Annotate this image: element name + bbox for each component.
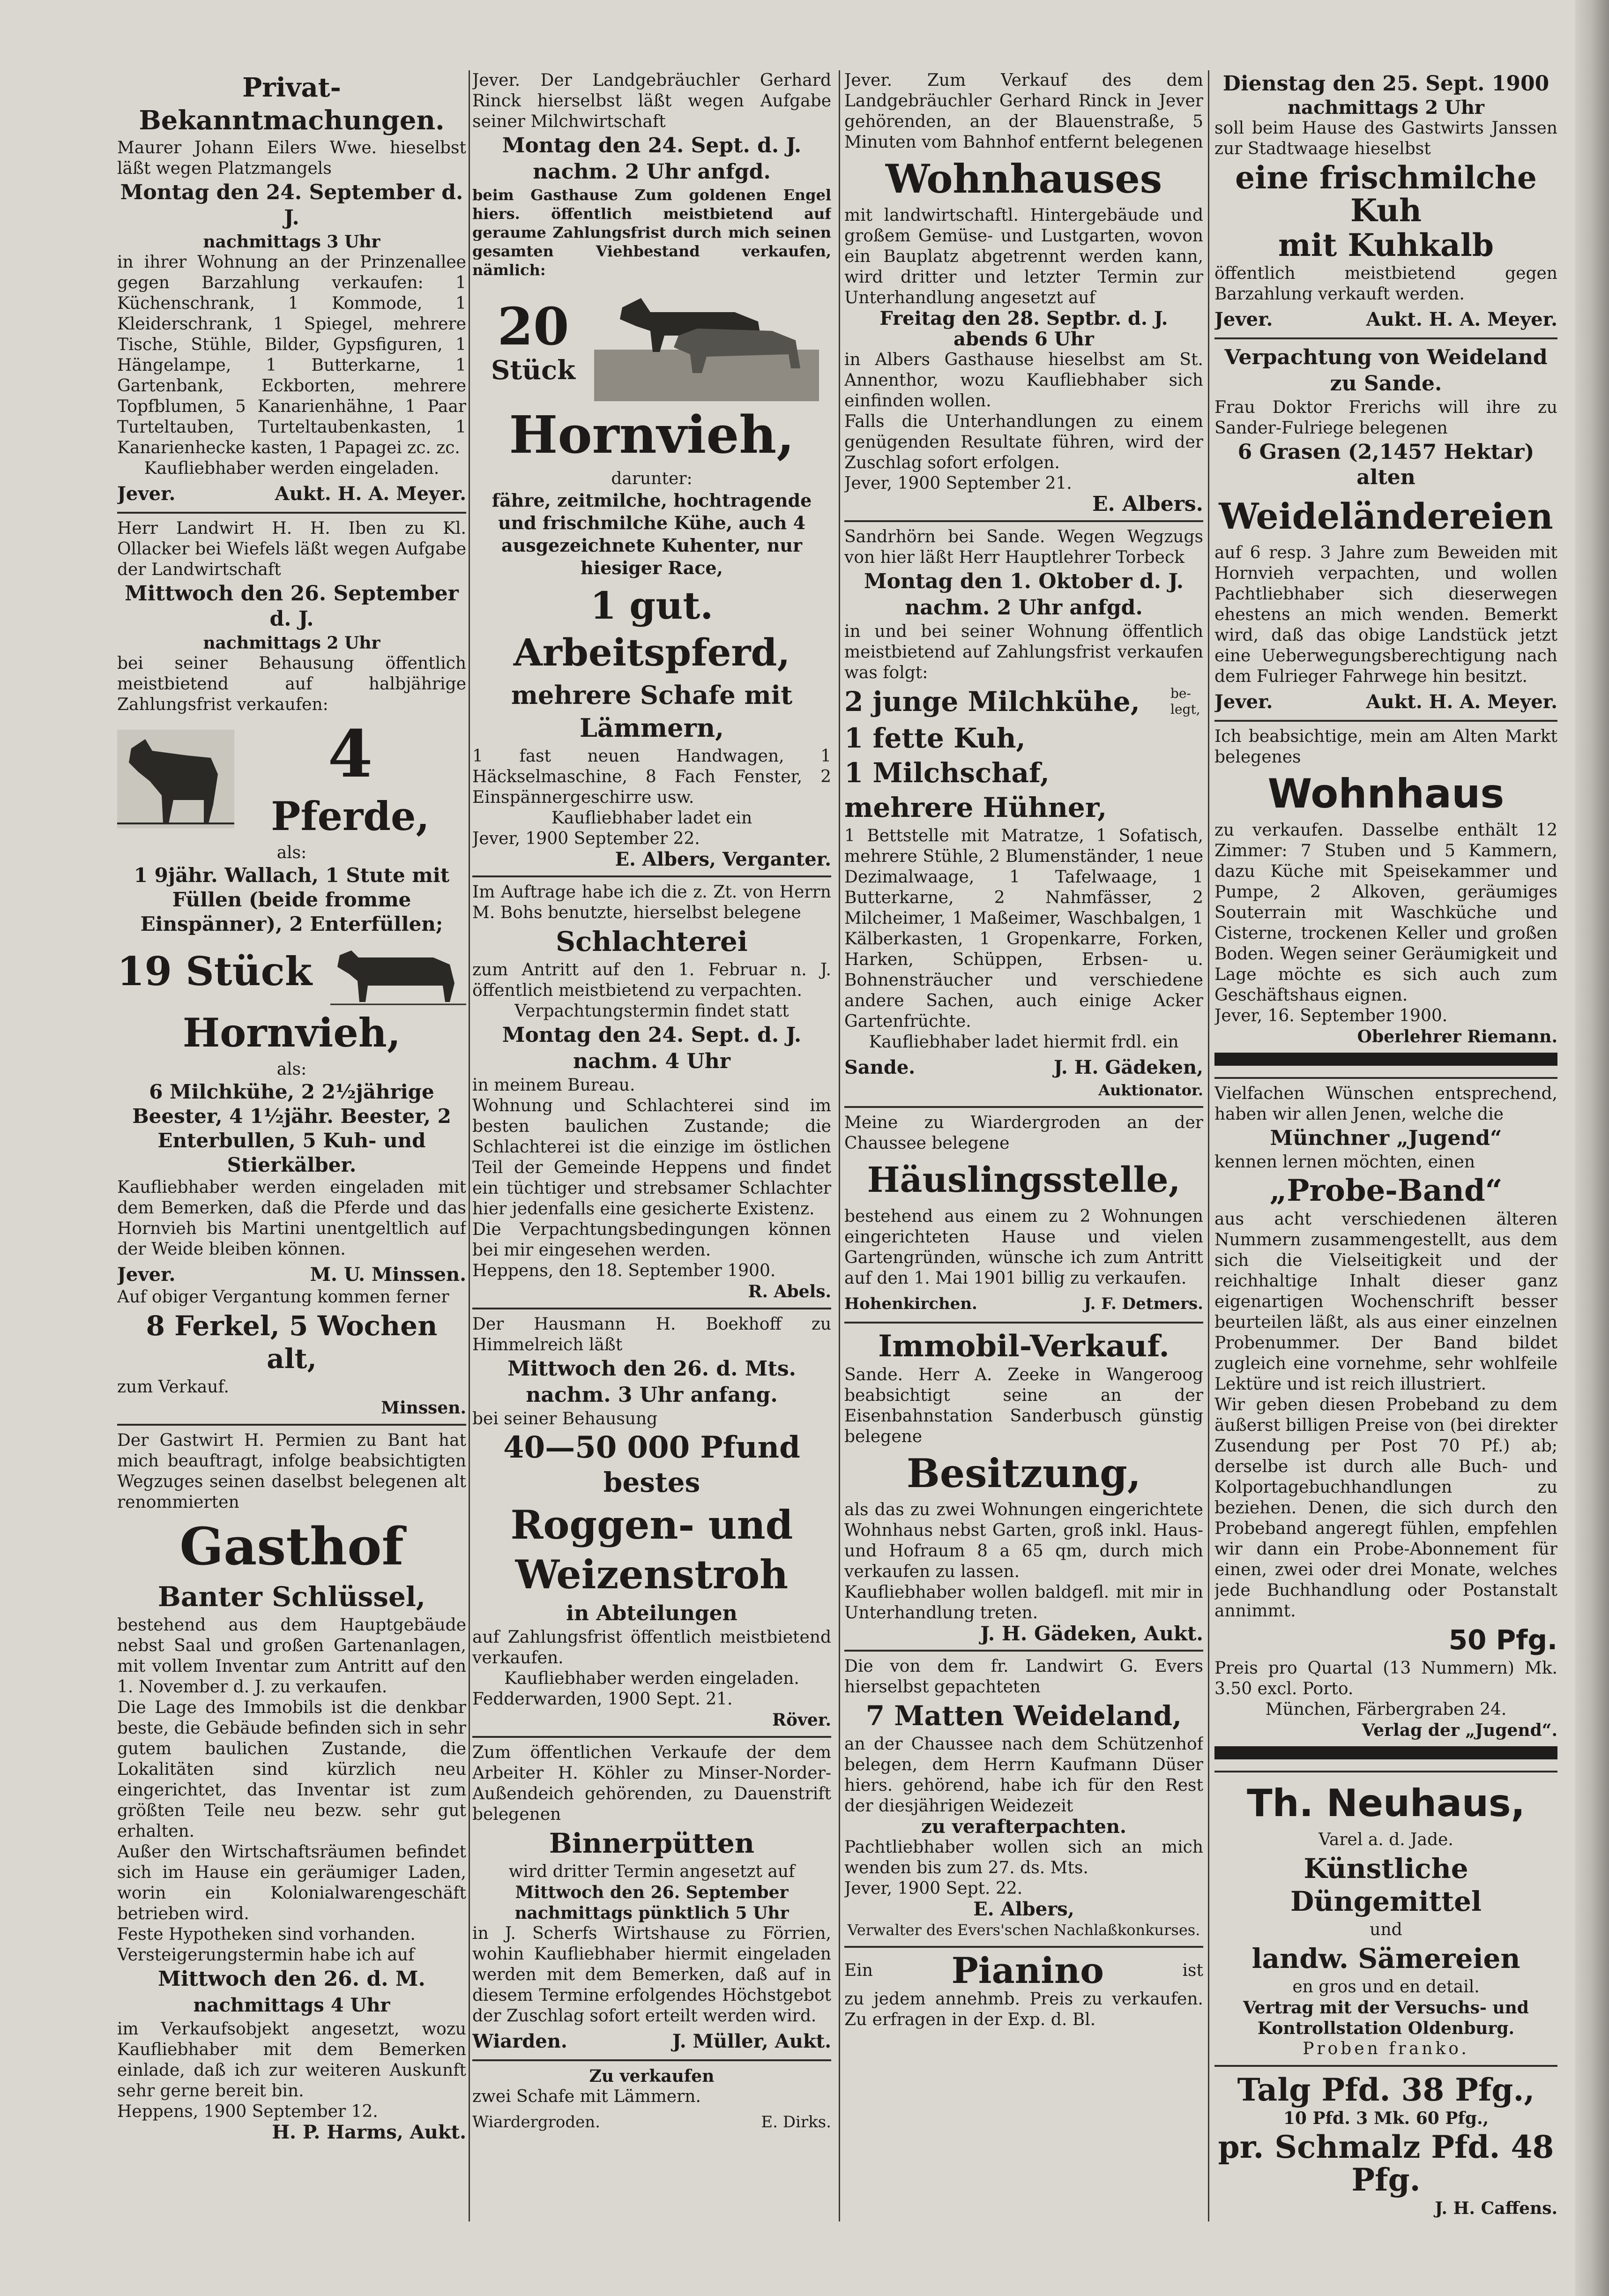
ad-date: Mittwoch den 26. d. Mts. [507,1357,796,1381]
ad-iben [117,514,466,1426]
ad-body: als das zu zwei Wohnungen eingerichtete Wohnhaus nebst Garten, groß inkl. Haus- und Hofraum 8 a 65 qm, durch mich verkaufen zu lassen. [844,1500,1203,1581]
ad-intro: Der Gastwirt H. Permien zu Bant hat mich beauftragt, infolge beabsichtigten Wegzuges seinen daselbst belegenen alt renommierten [117,1431,466,1512]
ad-wohnhaus-rinck [844,66,1203,522]
ad-date: Mittwoch den 26. September d. J. [125,582,459,631]
ad-date: Dienstag den 25. Sept. 1900 [1222,72,1549,96]
ad-intro: Im Auftrage habe ich die z. Zt. von Herrn M. Bohs benutzte, hierselbst belegene [472,883,831,922]
other-items: 1 fast neuen Handwagen, 1 Häckselmaschine, 8 Fach Fenster, 2 Einspännergeschirre usw. [472,747,831,807]
pianino-post: ist [1182,1961,1203,1980]
saemereien-title: landw. Sämereien [1251,1943,1520,1974]
ad-time: nachm. 3 Uhr anfang. [526,1383,778,1407]
item-4: mehrere Hühner, [844,792,1107,823]
ad-body: in meinem Bureau. [472,1076,635,1095]
ad-intro: Sande. Herr A. Zeeke in Wangeroog beabsichtigt seine an der Eisenbahnstation Sanderbusch günstig belegene [844,1365,1203,1446]
ad-body: beim Gasthause Zum goldenen Engel hiers. öffentlich meistbietend auf geraume Zahlungsfrist durch mich seinen gesamten Viehbestand verkaufen, nämlich: [472,186,831,279]
ad-signature: H. P. Harms, Aukt. [272,2121,466,2143]
ad-extra-end: zum Verkauf. [117,1377,229,1397]
ad-signature: Röver. [772,1710,831,1730]
verpachtung-title: Verpachtung von Weideland [1224,345,1548,369]
ad-caffens [1214,2067,1557,2221]
pianino-row [844,1952,1203,1989]
ad-pianino [844,1948,1203,2036]
duengemittel-title: Künstliche Düngemittel [1290,1853,1482,1917]
ad-body: Verpachtungstermin findet statt [514,1002,789,1021]
darunter-label: darunter: [611,469,693,488]
section-title: Privat-Bekanntmachungen. [139,72,445,136]
ad-place: Fedderwarden, 1900 Sept. 21. [472,1690,733,1709]
ad-body: auf 6 resp. 3 Jahre zum Beweiden mit Hornvieh verpachten, und wollen Pachtliebhaber sich dieserwegen ehestens an mich wenden. Bemerkt wird, daß das obige Landstück jetzt eine Ueberwegungsberechtigung nach dem Fulrieger Fahrwege hin besitzt. [1214,543,1557,686]
ad-role: Verwalter des Evers'schen Nachlaßkonkurses. [847,1921,1200,1939]
column-4 [1214,66,1557,2221]
weidelaendereien-title: Weideländereien [1219,495,1553,537]
ad-body: zwei Schafe mit Lämmern. [472,2087,701,2106]
ad-closing: Kaufliebhaber werden eingeladen. [504,1669,799,1688]
ad-role: Auktionator. [1098,1081,1203,1099]
ad-intro: Jever. Zum Verkauf des dem Landgebräuchler Gerhard Rinck in Jever gehörenden, an der Blauenstraße, 5 Minuten vom Bahnhof entfernt belegenen [844,71,1203,152]
ad-signature: E. Albers. [1092,492,1203,516]
cattle-list: 6 Milchkühe, 2 2½jährige Beester, 4 1½jähr. Beester, 2 Enterbullen, 5 Kuh- und Stierkälber. [132,1080,451,1176]
pianino-pre: Ein [844,1961,873,1980]
item-1-note: be-legt, [1170,686,1200,717]
ad-frerichs [1214,339,1557,722]
ad-intro: Zum öffentlichen Verkaufe der dem Arbeiter H. Köhler zu Minser-Norder-Außendeich gehörenden, zu Dauenstrift belegenen [472,1743,831,1824]
ad-signature: Wiardergroden. E. Dirks. [472,2113,831,2131]
ad-intro: Der Hausmann H. Boekhoff zu Himmelreich läßt [472,1315,831,1354]
ad-evers [844,1652,1203,1948]
ad-place: Jever, 1900 Sept. 22. [844,1879,1023,1898]
separator-bar [1214,1053,1557,1066]
straw-item-2: Weizenstroh [515,1551,789,1598]
ad-body: Proben franko. [1303,2039,1469,2058]
other-items: 1 Bettstelle mit Matratze, 1 Sofatisch, mehrere Stühle, 2 Blumenständer, 1 neue Dezimalwaage, 1 Tafelwaage, 1 Butterkarne, 2 Nahmfässer, 2 Milcheimer, 1 Maßeimer, Waschbalgen, 1 Kälberkasten, 1 Gropenkarre, Forken, Harken, Schüppen, Erbsen- u. Bohnensträucher und verschiedene andere Sachen, auch einige Acker Gartenfrüchte. [844,826,1203,1031]
cattle-herd-row [472,279,831,401]
ad-boekhoff [472,1309,831,1738]
ad-signature: R. Abels. [748,1282,831,1301]
ad-date: Montag den 24. Sept. d. J. [502,1023,802,1047]
ad-body: an der Chaussee nach dem Schützenhof belegen, dem Herrn Kaufmann Düser hiers. gehörend, habe ich für den Rest der diesjährigen Weidezeit [844,1735,1203,1816]
ad-body: bestehend aus dem Hauptgebäude nebst Saal und großen Gartenanlagen, mit vollem Inventar zum Antritt auf den 1. November d. J. zu verkaufen. [117,1615,466,1697]
ad-body: wird dritter Termin angesetzt auf [508,1862,795,1881]
price-row [1214,1395,1557,1622]
kuh-title: eine frischmilche Kuh [1235,159,1537,229]
gasthof-title: Gasthof [179,1516,404,1577]
verpachtung-title-2: zu Sande. [1330,372,1442,396]
cattle-row [117,936,466,1007]
weideland-title: 7 Matten Weideland, [865,1700,1182,1732]
ad-rinck-hornvieh [472,66,831,877]
ad-body: Kaufliebhaber wollen baldgefl. mit mir in Unterhandlung treten. [844,1583,1203,1623]
ad-extra-big: 8 Ferkel, 5 Wochen alt, [146,1310,438,1375]
ad-intro: Meine zu Wiardergroden an der Chaussee belegene [844,1113,1203,1153]
gasthof-subtitle: Banter Schlüssel, [157,1581,426,1613]
ad-body: bei seiner Behausung öffentlich meistbietend auf halbjährige Zahlungsfrist verkaufen: [117,654,466,714]
ad-detmers [844,1108,1203,1324]
ad-signature: Jever. Aukt. H. A. Meyer. [1214,308,1557,330]
item-3: 1 Milchschaf, [844,757,1050,789]
ad-signature: E. Albers, [973,1898,1074,1920]
ad-time: nachmittags 4 Uhr [193,1994,390,2016]
ad-body: zu verkaufen. Dasselbe enthält 12 Zimmer: 7 Stuben und 5 Kammern, dazu Küche mit Speisekammer und Pumpe, 2 Alkoven, geräumiges Souterrain mit Waschküche und Cisterne, trockenen Keller und großen Boden. Wegen seiner Geräumigkeit und Lage möchte es sich auch zum Geschäftshaus eignen. [1214,821,1557,1005]
straw-best: bestes [603,1466,700,1498]
horse-count: 4 [328,716,373,792]
ad-extra-signature: Minssen. [381,1398,466,1418]
horse-title: Pferde, [271,793,430,839]
cattle-count: 20 [497,296,569,357]
item-1: 2 junge Milchkühe, [844,686,1140,718]
schlachterei-title: Schlachterei [556,926,748,957]
ad-body: im Verkaufsobjekt angesetzt, wozu Kaufliebhaber mit dem Bemerken einlade, daß ich zur weiteren Auskunft sehr gerne bereit bin. [117,2019,466,2101]
ad-signature: Hohenkirchen. J. F. Detmers. [844,1294,1203,1313]
ad-body: Vertrag mit der Versuchs- und Kontrollstation Oldenburg. [1243,1998,1529,2038]
ad-body: bestehend aus einem zu 2 Wohnungen eingerichteten Hause und vielen Gartengründen, wünsche ich zum Antritt auf den 1. Mai 1901 billig zu verkaufen. [844,1207,1203,1288]
als-label: als: [276,843,307,862]
ad-body: Außer den Wirtschaftsräumen befindet sich im Hause ein geräumiger Laden, worin ein Kolonialwarengeschäft betrieben wird. [117,1842,466,1923]
ad-binnerpuetten [472,1738,831,2061]
ad-closing: Kaufliebhaber ladet hiermit frdl. ein [869,1032,1179,1052]
item-2: 1 fette Kuh, [844,722,1026,754]
cow-illustration-icon [330,936,466,1007]
column-3 [844,66,1203,2221]
ad-body: Falls die Unterhandlungen zu einem genügenden Resultate führen, wird der Zuschlag sofort erfolgen. [844,412,1203,472]
straw-item-1: Roggen- und [510,1502,793,1548]
ad-body: kennen lernen möchten, einen [1214,1152,1475,1172]
ad-gasthof [117,1426,466,2148]
ad-time: nachmittags 2 Uhr [203,633,380,653]
item-row [844,683,1203,720]
wohnhaus-title: Wohnhaus [1267,770,1505,817]
probe-band-title: „Probe-Band“ [1269,1173,1503,1208]
straw-amount: 40—50 000 Pfund [503,1430,800,1465]
horse-row [117,715,466,843]
ad-body: aus acht verschiedenen älteren Nummern zusammengestellt, aus dem sich die Vielseitigkeit und der reichhaltige Inhalt dieser ganz eigenartigen Wochenschrift besser beurteilen läßt, als aus einer einzelnen Probenummer. Der Band bildet zugleich eine vornehme, sehr wohlfeile Lektüre und ist reich illustriert. [1214,1210,1557,1394]
ad-closing: Kaufliebhaber werden eingeladen. [144,459,439,478]
ad-time: nachmittags 2 Uhr [1287,97,1485,119]
ad-time: nachmittags pünktlich 5 Uhr [514,1903,789,1923]
cattle-title: Hornvieh, [182,1010,401,1056]
talg-line: Talg Pfd. 38 Pfg., [1237,2072,1535,2108]
ad-torbeck [844,522,1203,1108]
ad-signature: Wiarden. J. Müller, Aukt. [472,2030,831,2052]
ad-closing: Kaufliebhaber ladet ein [551,808,752,828]
immobil-title: Immobil-Verkauf. [878,1329,1170,1364]
column-rule [839,70,840,2221]
horse-illustration-icon [117,730,234,828]
ad-place: München, Färbergraben 24. [1265,1700,1507,1719]
ad-place: Jever, 1900 September 21. [844,474,1072,493]
ad-signature: Jever. M. U. Minssen. [117,1264,466,1286]
ad-body: Pachtliebhaber wollen sich an mich wenden bis zum 27. ds. Mts. [844,1838,1203,1877]
ad-neuhaus [1214,1772,1557,2067]
ad-body: auf Zahlungsfrist öffentlich meistbietend verkaufen. [472,1628,831,1668]
ad-intro: Die von dem fr. Landwirt G. Evers hierselbst gepachteten [844,1657,1203,1697]
price-badge: 50 Pfg. [1448,1624,1557,1656]
ad-signature: Verlag der „Jugend“. [1362,1720,1557,1740]
ad-body: Wir geben diesen Probeband zu dem äußerst billigen Preise von (bei direkter Zusendung per Post 70 Pf.) ab; derselbe ist durch alle Buch- und Kolportagebuchhandlungen zu beziehen. Denen, die sich durch den Probeband angeregt fühlen, empfehlen wir dann ein Probe-Abonnement für einen, zwei oder drei Monate, welches jede Buchhandlung oder Postanstalt annimmt. [1214,1395,1557,1621]
ad-body: Die Lage des Immobils ist die denkbar beste, die Gebäude befinden sich in sehr gutem baulichen Zustande, die Lokalitäten sind kürzlich neu eingerichtet, das Inventar ist zum größten Teile neu bezw. sehr gut erhalten. [117,1698,466,1841]
ad-place: Heppens, 1900 September 12. [117,2102,378,2121]
ad-intro: Jever. Der Landgebräuchler Gerhard Rinck hierselbst läßt wegen Aufgabe seiner Milchwirtschaft [472,71,831,131]
ad-time: nachm. 2 Uhr anfgd. [905,596,1143,620]
ad-closing: Kaufliebhaber werden eingeladen mit dem Bemerken, daß die Pferde und das Hornvieh bis Martini unentgeltlich auf der Weide bleiben können. [117,1178,466,1259]
ad-intro: Herr Landwirt H. H. Iben zu Kl. Ollacker bei Wiefels läßt wegen Aufgabe der Landwirtschaft [117,519,466,579]
grasen-line: 6 Grasen (2,1457 Hektar) alten [1237,440,1535,489]
cattle-count: 19 Stück [117,948,313,995]
ad-janssen [1214,66,1557,339]
ad-body: mit landwirtschaftl. Hintergebäude und großem Gemüse- und Lustgarten, wovon ein Bauplatz abgetrennt werden kann, wird dritter und letzter Termin zur Unterhandlung angesetzt auf [844,206,1203,307]
ad-intro: Maurer Johann Eilers Wwe. hieselbst läßt wegen Platzmangels [117,138,466,178]
ad-signature: E. Albers, Verganter. [615,848,831,870]
ad-body: öffentlich meistbietend gegen Barzahlung verkauft werden. [1214,264,1557,304]
ad-body: in Albers Gasthause hieselbst am St. Annenthor, wozu Kaufliebhaber sich einfinden wollen. [844,350,1203,411]
ad-body: in J. Scherfs Wirtshause zu Förrien, wohin Kaufliebhaber hiermit eingeladen werden mit dem Bemerken, daß auf in diesem Termine erfolgendes Höchstgebot der Zuschlag sofort erteilt werden wird. [472,1924,831,2026]
ad-eilers [117,66,466,514]
horse-list: 1 9jähr. Wallach, 1 Stute mit Füllen (beide fromme Einspänner), 2 Enterfüllen; [134,864,450,935]
ad-signature: Jever. Aukt. H. A. Meyer. [1214,691,1557,713]
ad-body: in ihrer Wohnung an der Prinzenallee gegen Barzahlung verkaufen: 1 Küchenschrank, 1 Kommode, 1 Kleiderschrank, 1 Spiegel, mehrere Tische, Stühle, Bilder, Gypsfiguren, 1 Hängelampe, 1 Butterkarne, 1 Gartenbank, Eckborten, mehrere Topfblumen, 5 Kanarienhähne, 1 Paar Turteltauben, Turteltaubenkasten, 1 Kanarienhecke kasten, 1 Papagei zc. zc. [117,253,466,457]
binnerpuetten-title: Binnerpütten [549,1827,755,1859]
ad-place: Jever, 16. September 1900. [1214,1006,1448,1025]
ad-body: zum Antritt auf den 1. Februar n. J. öffentlich meistbietend zu verpachten. [472,960,831,1000]
ad-date: Mittwoch den 26. d. M. [158,1967,425,1991]
ad-date: Freitag den 28. Septbr. d. J. [879,307,1168,329]
ad-extra: Auf obiger Vergantung kommen ferner [117,1287,449,1307]
jugend-title: Münchner „Jugend“ [1270,1126,1502,1150]
ad-time: abends 6 Uhr [953,328,1094,350]
horse-item: 1 gut. Arbeitspferd, [513,583,790,674]
ad-body: Vielfachen Wünschen entsprechend, haben wir allen Jenen, welche die [1214,1084,1557,1124]
ad-signature: Jever. Aukt. H. A. Meyer. [117,483,466,505]
cattle-description: fähre, zeitmilche, hochtragende und frischmilche Kühe, auch 4 ausgezeichnete Kuhenter, nur hiesiger Race, [492,490,812,578]
und-label: und [1370,1920,1402,1939]
ad-signature: J. H. Gädeken, Aukt. [980,1622,1203,1645]
ad-date: Montag den 24. September d. J. [120,180,463,230]
ad-body: Die Verpachtungsbedingungen können bei mir eingesehen werden. [472,1220,831,1260]
ad-intro: Sandrhörn bei Sande. Wegen Wegzugs von hier läßt Herr Hauptlehrer Torbeck [844,527,1203,567]
talg-line-2: 10 Pfd. 3 Mk. 60 Pfg., [1283,2109,1489,2128]
ad-date: Montag den 1. Oktober d. J. [864,569,1184,593]
ad-title: Zu verkaufen [589,2066,715,2086]
cattle-unit: Stück [491,355,575,386]
ad-body: in und bei seiner Wohnung öffentlich meistbietend auf Zahlungsfrist verkaufen was folgt: [844,622,1203,682]
ad-signature: J. H. Caffens. [1435,2199,1557,2218]
ad-signature: Sande. J. H. Gädeken, [844,1056,1203,1078]
neuhaus-place: Varel a. d. Jade. [1318,1830,1453,1849]
ad-body: Feste Hypotheken sind vorhanden. [117,1925,416,1944]
ad-time: nachm. 4 Uhr [573,1049,730,1073]
ad-place: Jever, 1900 September 22. [472,829,700,848]
ad-schlachterei [472,877,831,1309]
ad-intro: Ich beabsichtige, mein am Alten Markt belegenes [1214,727,1557,767]
schmalz-line: pr. Schmalz Pfd. 48 Pfg. [1218,2129,1554,2198]
column-1 [117,66,466,2221]
ad-body: soll beim Hause des Gastwirts Janssen zur Stadtwaage hieselbst [1214,119,1557,158]
ad-time: nachm. 2 Uhr anfgd. [533,160,771,184]
ad-date: Mittwoch den 26. September [515,1883,789,1902]
separator-bar [1214,1746,1557,1759]
pianino-title: Pianino [951,1950,1104,1991]
column-rule [1208,70,1209,2221]
ad-body: zu jedem annehmb. Preis zu verkaufen. Zu erfragen in der Exp. d. Bl. [844,1989,1203,2029]
haeuslingsstelle-title: Häuslingsstelle, [867,1160,1181,1200]
ad-body: Preis pro Quartal (13 Nummern) Mk. 3.50 excl. Porto. [1214,1659,1557,1698]
hornvieh-title: Hornvieh, [509,404,795,465]
cattle-herd-illustration-icon [594,279,819,401]
ad-body: Frau Doktor Frerichs will ihre zu Sander-Fulriege belegenen [1214,398,1557,438]
wohnhaus-title: Wohnhauses [885,156,1162,202]
kuhkalb-title: mit Kuhkalb [1278,227,1494,263]
binding-edge [1575,0,1609,2296]
ad-dirks [472,2061,831,2140]
ad-item: zu verafterpachten. [921,1816,1126,1838]
ad-immobil [844,1324,1203,1652]
column-rule [469,70,470,2221]
ad-body: Versteigerungstermin habe ich auf [117,1945,415,1965]
ad-body: Wohnung und Schlachterei sind im besten baulichen Zustande; die Schlachterei ist die einzige im östlichen Teil der Gemeinde Heppens und findet ein tüchtiger und strebsamer Schlachter hier jedenfalls eine gesicherte Existenz. [472,1096,831,1219]
ad-date: Montag den 24. Sept. d. J. [502,134,802,157]
column-2 [472,66,831,2221]
straw-abteilungen: in Abteilungen [566,1601,737,1625]
ad-jugend [1214,1079,1557,1772]
neuhaus-title: Th. Neuhaus, [1247,1781,1525,1825]
ad-signature: Oberlehrer Riemann. [1357,1027,1557,1047]
besitzung-title: Besitzung, [906,1450,1141,1496]
ad-riemann [1214,722,1557,1079]
ad-time: nachmittags 3 Uhr [203,232,380,252]
als-label: als: [276,1060,307,1079]
ad-body: bei seiner Behausung [472,1409,658,1428]
ad-body: en gros und en detail. [1292,1977,1480,1997]
ad-place: Heppens, den 18. September 1900. [472,1261,776,1280]
sheep-item: mehrere Schafe mit Lämmern, [511,680,793,743]
